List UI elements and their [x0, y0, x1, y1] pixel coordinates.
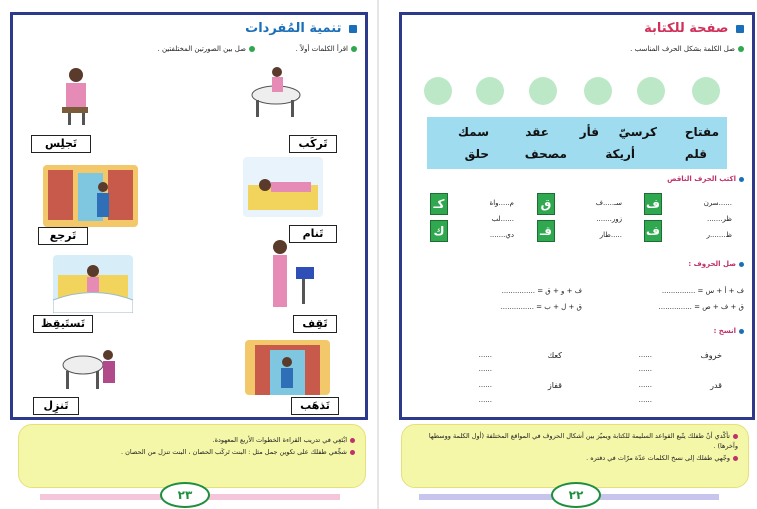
missing-item[interactable]: .....طار [599, 231, 622, 239]
shape-circle[interactable] [476, 77, 504, 105]
girl-sitting-image [48, 63, 103, 128]
word[interactable]: حلق [464, 147, 489, 161]
page-title [245, 21, 357, 36]
copy-blank[interactable]: ...... [638, 365, 652, 373]
join-letters-title [688, 260, 744, 268]
left-footnote-2 [121, 447, 355, 457]
copy-title-text: انسخ : [713, 327, 736, 335]
copy-blank[interactable]: ...... [478, 381, 492, 389]
word[interactable]: مصحف [524, 147, 567, 161]
shape-circle[interactable] [424, 77, 452, 105]
join-item[interactable]: ق + ف + ص = ............... [658, 303, 744, 311]
left-page-number: ٢٣ [160, 482, 210, 508]
left-footer [18, 424, 366, 488]
right-frame [399, 12, 755, 420]
label-wake[interactable]: تَستَيقِظ [33, 315, 93, 333]
label-dismount[interactable]: تَنزِل [33, 397, 79, 415]
copy-blank[interactable]: ...... [638, 396, 652, 404]
left-footnote-1 [213, 435, 355, 445]
left-frame [10, 12, 368, 420]
bullet-icon [249, 46, 255, 52]
title-square-icon [349, 25, 357, 33]
copy-blank[interactable]: ...... [478, 396, 492, 404]
instruction-2 [158, 45, 255, 53]
bullet-icon [733, 456, 738, 461]
label-return[interactable]: تَرجع [38, 227, 88, 245]
bullet-icon [738, 46, 744, 52]
copy-word: قفاز [547, 381, 562, 390]
girl-dismount-image [58, 337, 123, 395]
bullet-icon [350, 450, 355, 455]
word[interactable]: مفتاح [684, 125, 719, 139]
label-sleep[interactable]: تَنام [289, 225, 337, 243]
right-page [379, 0, 757, 509]
missing-item[interactable]: ......سرن [703, 199, 732, 207]
missing-item[interactable]: سـ.....ف [595, 199, 622, 207]
copy-blank[interactable]: ...... [478, 365, 492, 373]
right-footer [401, 424, 749, 488]
word[interactable]: أريكة [605, 147, 635, 161]
instruction-1-text: صل الكلمة بشكل الحرف المناسب . [630, 45, 735, 53]
right-footnote-1-text: تأكّدي أنّ طفلك يتّبع القواعد السليمة للكتابة ويميّز بين أشكال الحروف في المواقع المختلفة (أول الكلمة ووسطها وآخرها) . [428, 432, 738, 450]
letter-box: كـ [430, 193, 448, 215]
letter-box: ف [644, 220, 662, 242]
copy-word: قدر [710, 381, 722, 390]
missing-item[interactable]: دي....... [489, 231, 514, 239]
instruction-1-text: اقرأ الكلمات أولاً . [295, 45, 348, 53]
word[interactable]: عقد [525, 125, 549, 139]
girl-waking-image [53, 255, 133, 313]
copy-blank[interactable]: ...... [638, 381, 652, 389]
instruction-1 [630, 45, 744, 53]
bullet-icon [350, 438, 355, 443]
copy-blank[interactable]: ...... [478, 351, 492, 359]
shape-circle[interactable] [529, 77, 557, 105]
missing-item[interactable]: ......لب [491, 215, 514, 223]
bullet-icon [739, 329, 744, 334]
right-footnote-1 [413, 431, 738, 451]
letter-box: ف [644, 193, 662, 215]
label-sit[interactable]: تَجلِس [31, 135, 91, 153]
title-text: صفحة للكتابة [644, 21, 729, 36]
bullet-icon [351, 46, 357, 52]
missing-item[interactable]: م.....واة [489, 199, 514, 207]
copy-word: خروف [700, 351, 722, 360]
copy-title [714, 327, 744, 335]
join-item[interactable]: ق + ل + ب = ............... [500, 303, 582, 311]
girl-riding-image [241, 60, 311, 120]
missing-item[interactable]: ظر....... [706, 215, 732, 223]
shape-circle[interactable] [584, 77, 612, 105]
letter-box: ق [537, 193, 555, 215]
missing-item[interactable]: ظ.......ر [706, 231, 732, 239]
bullet-icon [733, 434, 738, 439]
girl-returning-image [43, 165, 138, 227]
word[interactable]: كرسيّ [618, 125, 657, 139]
right-footnote-2-text: وجّهي طفلك إلى نسخ الكلمات عدّة مرّات في دفتره . [586, 454, 730, 462]
letter-box: قـ [537, 220, 555, 242]
label-ride[interactable]: تَركَب [289, 135, 337, 153]
right-footnote-2 [586, 453, 738, 463]
copy-blank[interactable]: ...... [638, 351, 652, 359]
instruction-2-text: صل بين الصورتين المختلفتين . [157, 45, 246, 53]
words-bar [427, 117, 727, 169]
left-footnote-2-text: شجِّعي طفلك على تكوين جمل مثل : البنت تَركَب الحصان ، البنت تنزل من الحصان . [121, 448, 347, 456]
missing-item[interactable]: زور....... [596, 215, 622, 223]
label-stand[interactable]: تَقِف [293, 315, 337, 333]
girl-sleeping-image [243, 157, 323, 217]
join-item[interactable]: ف + أ + س = ............... [661, 287, 744, 295]
left-footnote-1-text: ابْتَعِي في تدريب القراءة الخطوات الأربع المعهودة. [212, 436, 347, 444]
letter-box: ك [430, 220, 448, 242]
girl-standing-image [258, 237, 318, 312]
word[interactable]: قلم [684, 147, 707, 161]
shape-circle[interactable] [637, 77, 665, 105]
word[interactable]: فأر [579, 125, 599, 139]
missing-letter-title [667, 175, 744, 183]
page-title [644, 21, 744, 36]
title-text: تنمية المُفردات [245, 21, 342, 36]
shape-circle[interactable] [692, 77, 720, 105]
title-square-icon [736, 25, 744, 33]
label-go[interactable]: تَذهَب [291, 397, 339, 415]
copy-word: كعك [547, 351, 562, 360]
girl-going-image [245, 340, 330, 395]
instruction-1 [296, 45, 357, 53]
left-page [0, 0, 378, 509]
bullet-icon [739, 177, 744, 182]
join-item[interactable]: ف + و + ق = ............... [501, 287, 582, 295]
bullet-icon [739, 262, 744, 267]
word[interactable]: سمك [457, 125, 489, 139]
join-letters-title-text: صل الحروف : [688, 260, 736, 268]
missing-letter-title-text: اكتب الحرف الناقص [667, 175, 736, 183]
right-page-number: ٢٢ [551, 482, 601, 508]
